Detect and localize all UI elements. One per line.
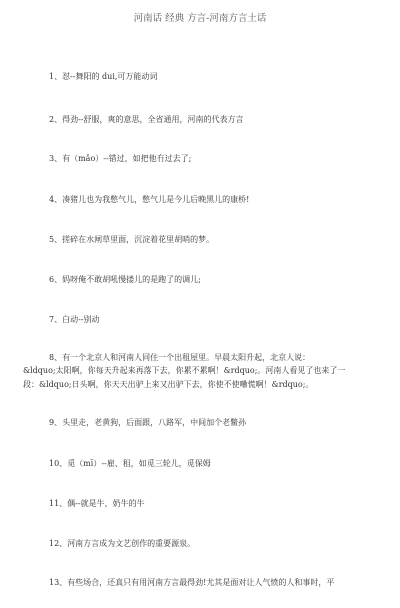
item-text: 妈呀俺不敢胡吼慢搂儿的是跑了的调儿; bbox=[62, 275, 201, 284]
item-text: 搓碎在水闸草里面，沉淀着花里胡哨的梦。 bbox=[62, 235, 215, 244]
item-number: 7、 bbox=[49, 315, 63, 324]
item-number: 3、 bbox=[49, 154, 63, 163]
paragraph-line bbox=[0, 351, 400, 365]
paragraph-line: 段：&ldquo;日头啊，你天天出驴上来又出驴下去，你使不使嘞慌啊！&rdquo;。 bbox=[23, 380, 314, 389]
document-title: 河南话 经典 方言-河南方言土话 bbox=[133, 13, 267, 24]
paragraph-line: &ldquo;太阳啊，你每天升起来再落下去，你累不累啊！&rdquo;。河南人看见了也来了一 bbox=[23, 366, 346, 375]
item-number: 6、 bbox=[49, 275, 63, 284]
item-number: 12、 bbox=[49, 539, 68, 548]
item-text: 河南方言成为文艺创作的重要源泉。 bbox=[67, 539, 196, 548]
item-number: 2、 bbox=[49, 115, 63, 124]
item-text: 头里走，老黄狗，后面跟，八路军，中间加个老鳖孙 bbox=[62, 418, 247, 427]
list-item bbox=[0, 152, 400, 166]
item-number: 13、 bbox=[49, 578, 68, 587]
list-item bbox=[0, 70, 400, 84]
list-item bbox=[0, 416, 400, 430]
item-text: 得劲--舒服，爽的意思，全省通用，河南的代表方言 bbox=[62, 115, 244, 124]
item-text: 觅（mī）--雇、租，如觅三轮儿，觅保姆 bbox=[67, 459, 211, 468]
list-item bbox=[0, 457, 400, 471]
item-number: 11、 bbox=[49, 499, 68, 508]
item-text: 凑猪儿也为我憋气儿，憋气儿是今儿后晚黑儿的康桥! bbox=[62, 195, 250, 204]
item-number: 1、 bbox=[49, 72, 63, 81]
item-number: 9、 bbox=[49, 418, 63, 427]
item-number: 5、 bbox=[49, 235, 63, 244]
list-item bbox=[0, 193, 400, 207]
item-text: 有（mǎo）--错过，如把他冇过去了; bbox=[62, 154, 192, 163]
list-item bbox=[0, 497, 400, 511]
item-number: 4、 bbox=[49, 195, 63, 204]
item-text: 怼--舞阳的 dui,可万能动词 bbox=[62, 72, 158, 81]
list-item bbox=[0, 576, 400, 590]
list-item bbox=[0, 233, 400, 247]
list-item bbox=[0, 537, 400, 551]
list-item bbox=[0, 113, 400, 127]
item-text: 有些场合，还真只有用河南方言最得劲!尤其是面对让人气愤的人和事时，平 bbox=[67, 578, 335, 587]
paragraph-line-text: 有一个北京人和河南人同住一个出租屋里。早晨太阳升起，北京人说： bbox=[62, 353, 311, 362]
list-item bbox=[0, 313, 400, 327]
item-number: 10、 bbox=[49, 459, 68, 468]
list-item bbox=[0, 273, 400, 287]
item-text: 白动--别动 bbox=[62, 315, 100, 324]
item-number: 8、 bbox=[49, 353, 63, 362]
item-text: 偶--就是牛，奶牛的牛 bbox=[67, 499, 145, 508]
